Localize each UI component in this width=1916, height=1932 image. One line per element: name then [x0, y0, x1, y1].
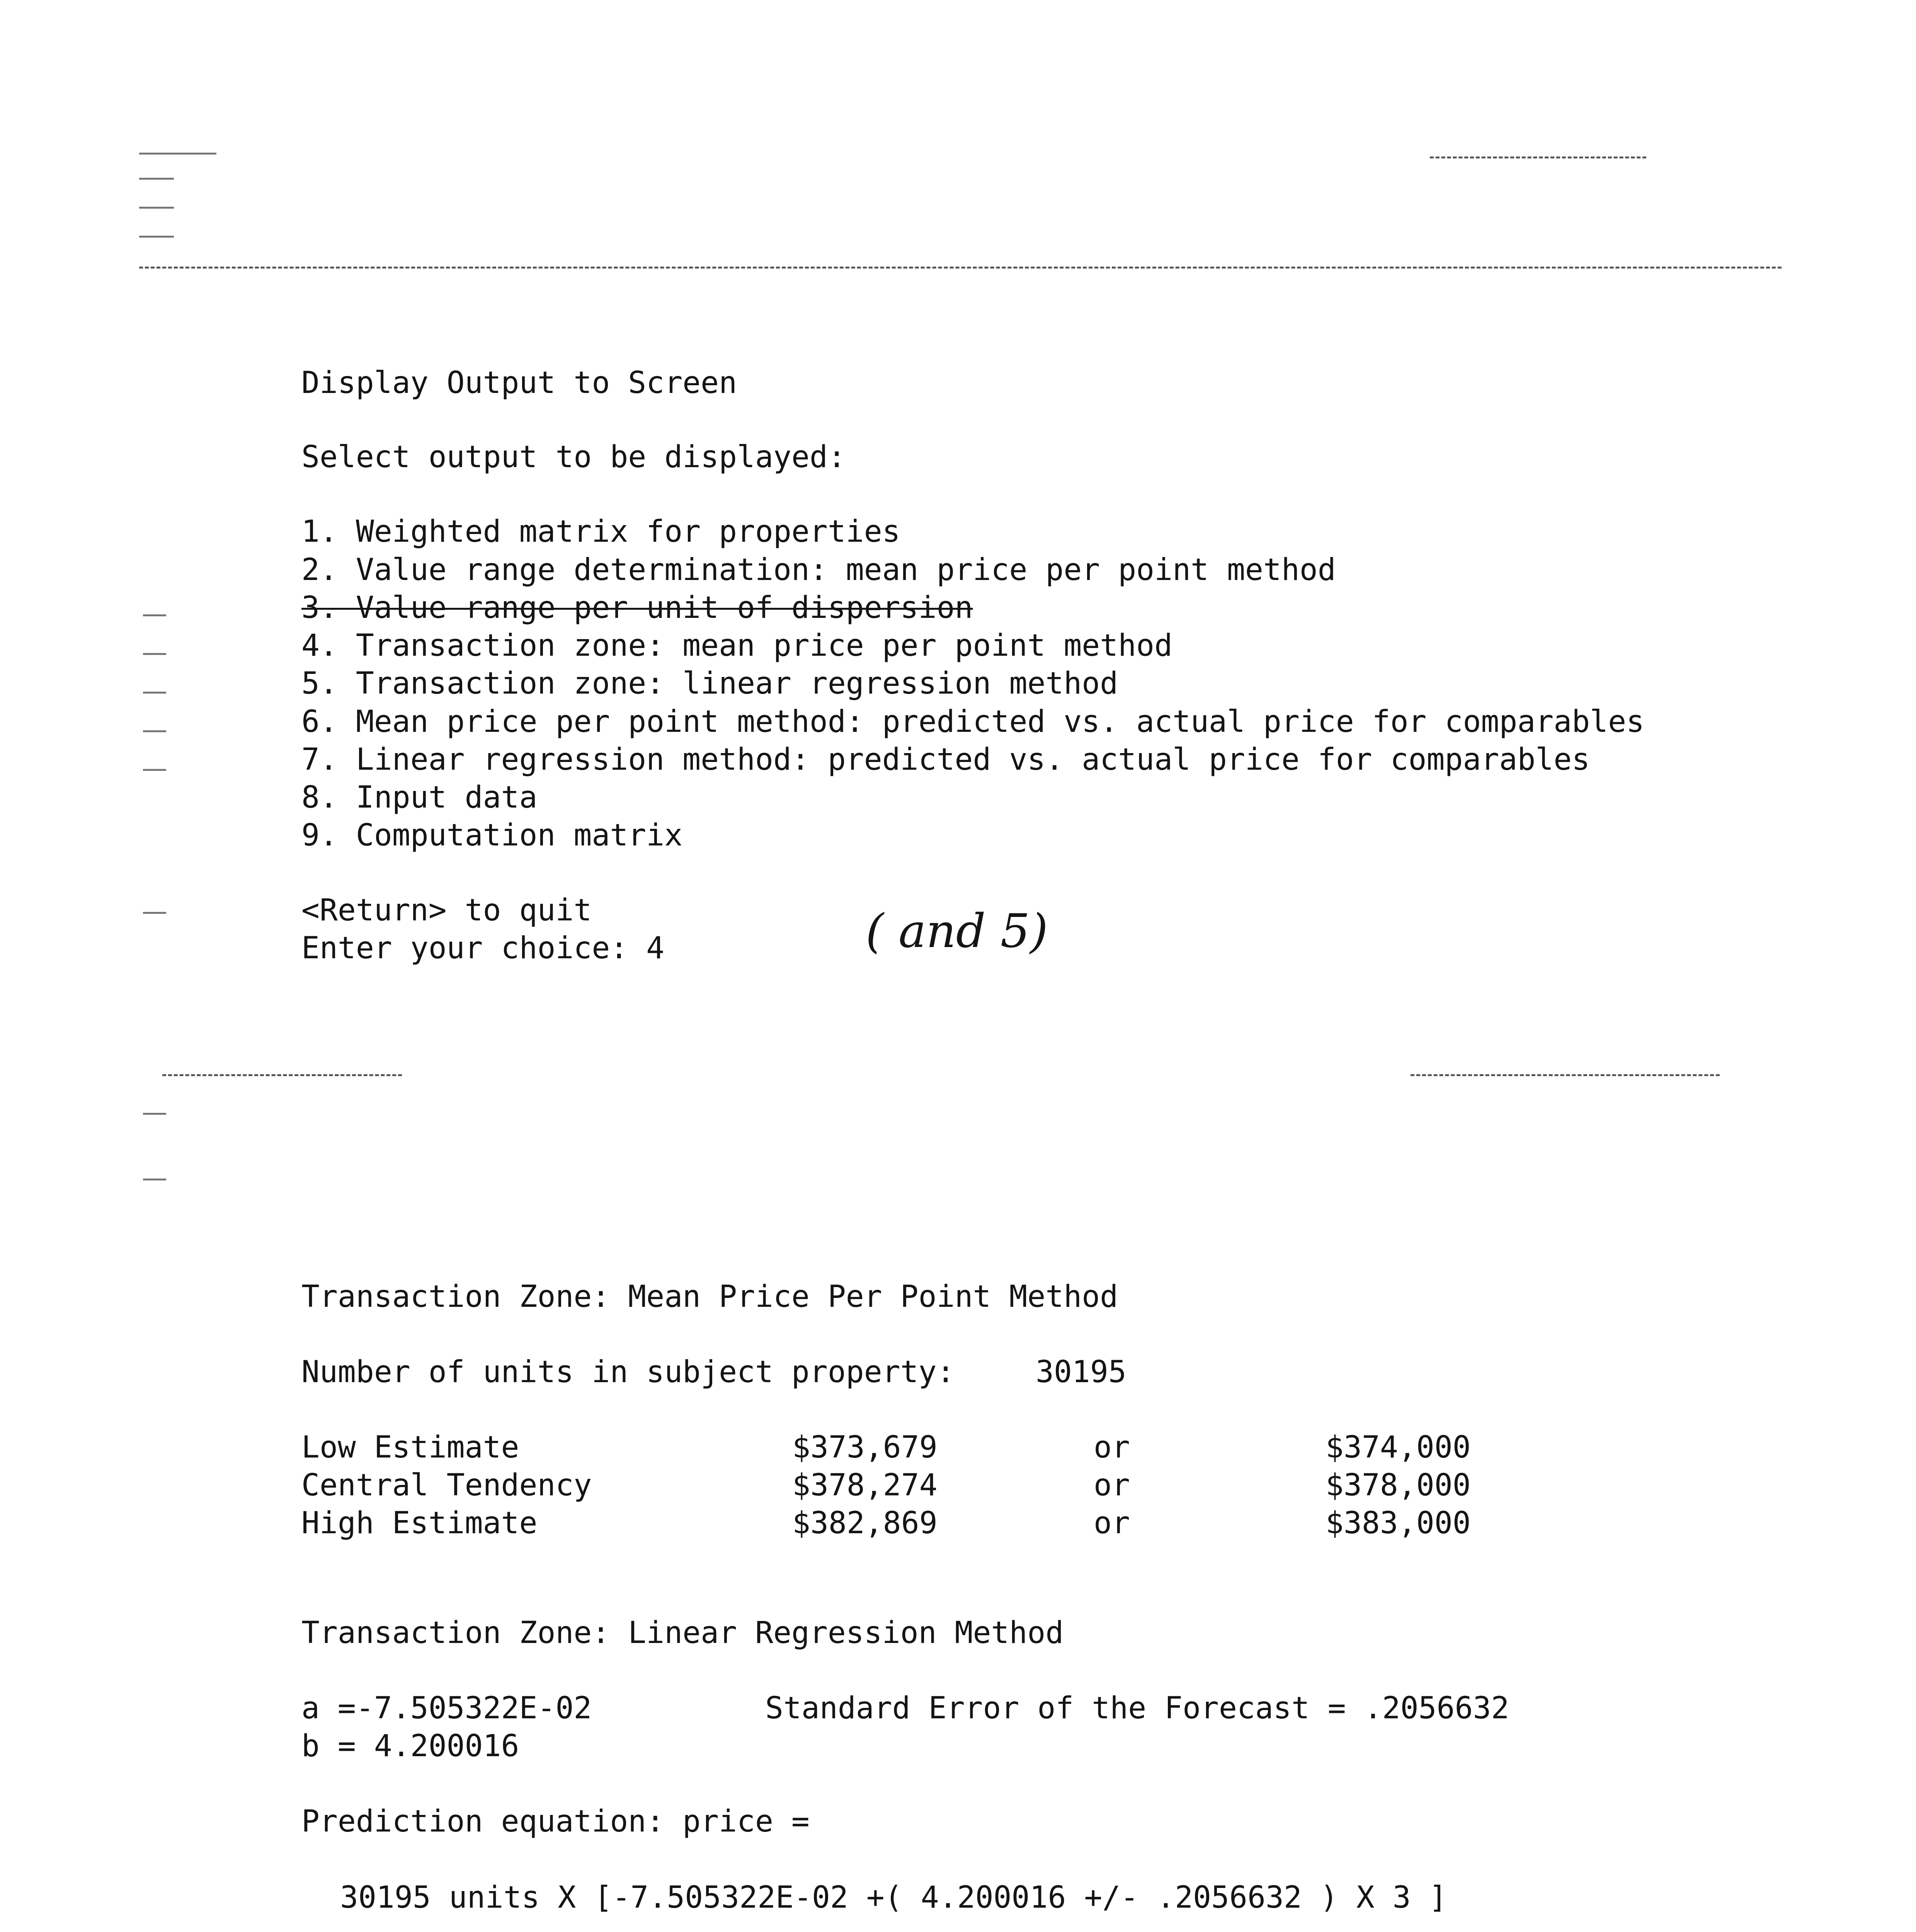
margin-tick: [143, 692, 166, 694]
menu-item-2: 2. Value range determination: mean price per point method: [301, 553, 1336, 587]
header-rule: [139, 267, 1782, 269]
row-or: or: [1094, 1468, 1130, 1503]
equation-label: Prediction equation: price =: [301, 1804, 810, 1839]
scan-artifact: [139, 236, 174, 238]
row-rounded: $378,000: [1326, 1468, 1471, 1503]
margin-tick: [143, 1113, 166, 1115]
row-value: $378,274: [792, 1468, 938, 1503]
quit-hint: <Return> to quit: [301, 893, 592, 928]
menu-item-3: 3. Value range per unit of dispersion: [301, 590, 973, 625]
row-rounded: $374,000: [1326, 1430, 1471, 1465]
margin-tick: [143, 769, 166, 771]
prediction-equation: 30195 units X [-7.505322E-02 +( 4.200016 +/- .2056632 ) X 3 ]: [340, 1880, 1447, 1915]
row-label: Low Estimate: [301, 1430, 519, 1465]
regression-section-title: Transaction Zone: Linear Regression Method: [301, 1616, 1064, 1650]
margin-tick: [143, 1179, 166, 1180]
margin-tick: [143, 653, 166, 655]
menu-item-9: 9. Computation matrix: [301, 818, 683, 853]
row-or: or: [1094, 1506, 1130, 1541]
scan-artifact: [139, 207, 174, 209]
handwritten-note: ( and 5): [866, 905, 1048, 958]
coefficient-b: b = 4.200016: [301, 1729, 519, 1764]
coefficient-a: a =-7.505322E-02: [301, 1691, 592, 1726]
row-value: $373,679: [792, 1430, 938, 1465]
margin-tick: [143, 614, 166, 616]
scan-artifact: [139, 178, 174, 180]
menu-item-8: 8. Input data: [301, 780, 538, 815]
row-value: $382,869: [792, 1506, 938, 1541]
row-or: or: [1094, 1430, 1130, 1465]
menu-item-7: 7. Linear regression method: predicted vs. actual price for comparables: [301, 742, 1590, 777]
choice-prompt: Enter your choice: 4: [301, 931, 665, 966]
row-rounded: $383,000: [1326, 1506, 1471, 1541]
header-rule-short: [1430, 156, 1646, 158]
units-label: Number of units in subject property:: [301, 1355, 955, 1389]
menu-item-6: 6. Mean price per point method: predicted vs. actual price for comparables: [301, 704, 1645, 739]
menu-item-5: 5. Transaction zone: linear regression method: [301, 666, 1118, 701]
scan-artifact: [139, 153, 216, 155]
scan-rule: [1411, 1074, 1720, 1076]
units-value: 30195: [1036, 1355, 1126, 1389]
row-label: Central Tendency: [301, 1468, 592, 1503]
standard-error: Standard Error of the Forecast = .2056632: [765, 1691, 1509, 1726]
margin-tick: [143, 730, 166, 732]
scan-rule: [162, 1074, 402, 1076]
menu-item-4: 4. Transaction zone: mean price per point method: [301, 628, 1173, 663]
menu-prompt: Select output to be displayed:: [301, 440, 846, 474]
menu-item-1: 1. Weighted matrix for properties: [301, 514, 900, 549]
menu-title: Display Output to Screen: [301, 366, 737, 400]
mean-section-title: Transaction Zone: Mean Price Per Point Method: [301, 1279, 1118, 1314]
row-label: High Estimate: [301, 1506, 538, 1541]
margin-tick: [143, 912, 166, 914]
